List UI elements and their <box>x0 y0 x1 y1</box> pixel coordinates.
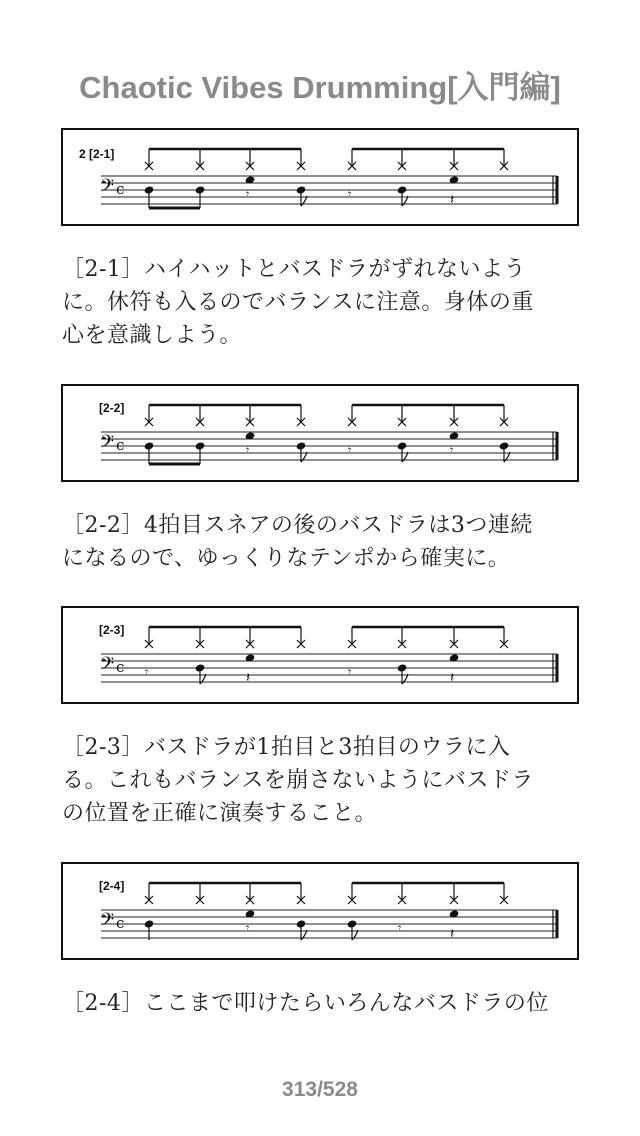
staff-lines <box>101 176 557 204</box>
notation-2-2 <box>61 384 579 482</box>
bass-clef-icon: 𝄢 <box>100 910 115 935</box>
notation-2-4 <box>61 862 579 960</box>
exercise-text-2-4: ［2-4］ここまで叩けたらいろんなバスドラの位 <box>62 991 549 1016</box>
drum-staff <box>63 386 581 484</box>
svg-text:𝄾: 𝄾 <box>348 665 352 679</box>
exercise-text-2-3: ［2-3］バスドラが1拍目と3拍目のウラに入 る。これもバランスを崩さないようにバスドラ の位置を正確に演奏すること。 <box>62 735 534 826</box>
common-time-icon: c <box>116 914 125 932</box>
exercise-label: [2-4] <box>99 879 125 893</box>
drum-staff <box>63 130 581 228</box>
svg-text:𝄾: 𝄾 <box>246 921 250 935</box>
svg-text:𝄾: 𝄾 <box>398 921 402 935</box>
common-time-icon: c <box>116 658 125 676</box>
bass-clef-icon: 𝄢 <box>100 432 115 457</box>
svg-text:𝄾: 𝄾 <box>246 187 250 201</box>
svg-text:𝄾: 𝄾 <box>348 443 352 457</box>
svg-text:𝄾: 𝄾 <box>348 187 352 201</box>
svg-text:𝄾: 𝄾 <box>145 665 149 679</box>
common-time-icon: c <box>116 436 125 454</box>
drum-staff <box>63 608 581 706</box>
svg-text:𝄾: 𝄾 <box>450 443 454 457</box>
bass-clef-icon: 𝄢 <box>100 654 115 679</box>
drum-staff <box>63 864 581 962</box>
hihat-notes <box>145 149 508 170</box>
exercise-label: 2 [2-1] <box>79 147 115 161</box>
svg-text:𝄽: 𝄽 <box>450 670 455 686</box>
exercise-text-2-1: ［2-1］ハイハットとバスドラがずれないよう に。休符も入るのでバランスに注意。身体の重 心を意識しよう。 <box>62 257 534 348</box>
exercise-label: [2-2] <box>99 401 125 415</box>
exercise-text-2-2: ［2-2］4拍目スネアの後のバスドラは3つ連続 になるので、ゆっくりなテンポから確実に。 <box>62 513 533 571</box>
notation-2-3 <box>61 606 579 704</box>
svg-text:𝄾: 𝄾 <box>246 443 250 457</box>
notation-2-1 <box>61 128 579 226</box>
common-time-icon: c <box>116 180 125 198</box>
page-indicator: 313/528 <box>282 1078 358 1101</box>
svg-text:𝄽: 𝄽 <box>246 670 251 686</box>
bass-clef-icon: 𝄢 <box>100 176 115 201</box>
book-title: Chaotic Vibes Drumming[入門編] <box>79 70 561 105</box>
exercise-label: [2-3] <box>99 623 125 637</box>
svg-text:𝄽: 𝄽 <box>450 926 455 942</box>
svg-text:𝄽: 𝄽 <box>450 192 455 208</box>
